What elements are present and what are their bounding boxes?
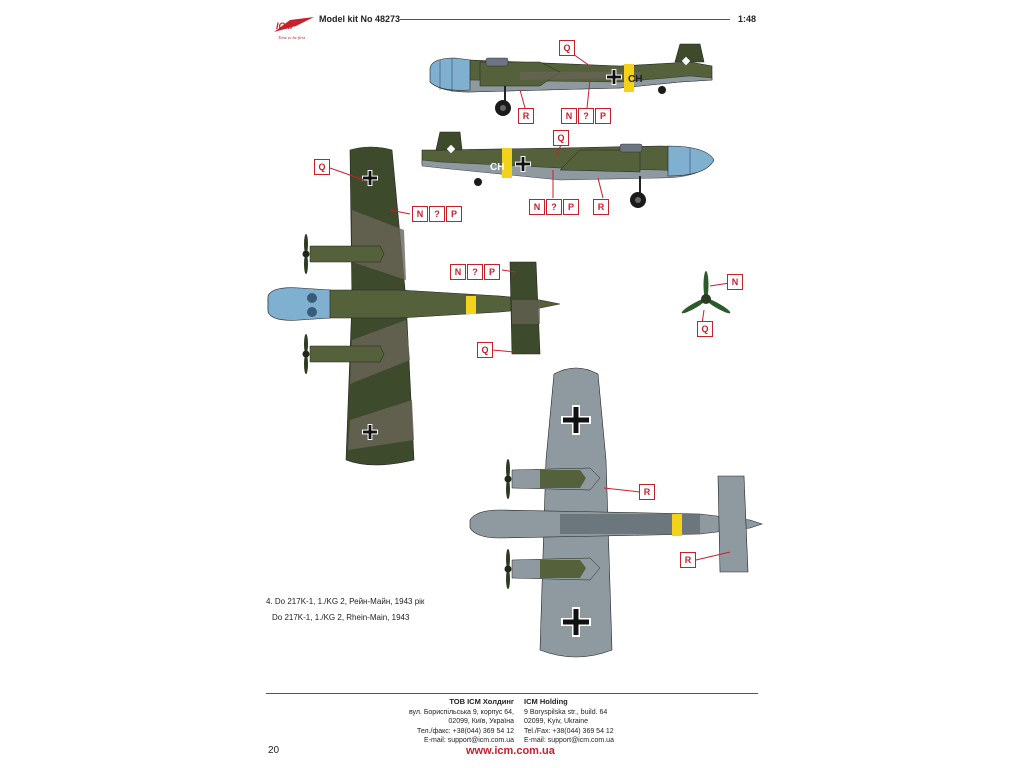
svg-text:ICM: ICM (276, 21, 293, 31)
callout-p: P (595, 108, 611, 124)
callout-n: N (529, 199, 545, 215)
callout-question: ? (467, 264, 483, 280)
callout-q: Q (553, 130, 569, 146)
callout-p: P (484, 264, 500, 280)
callout-n: N (561, 108, 577, 124)
callout-n: N (727, 274, 743, 290)
callout-p: P (446, 206, 462, 222)
kit-number: Model kit No 48273 (319, 14, 401, 24)
callout-r: R (639, 484, 655, 500)
en-address2: 02099, Kyiv, Ukraine (524, 718, 589, 725)
callout-q: Q (697, 321, 713, 337)
ua-email: E-mail: support@icm.com.ua (424, 737, 514, 744)
en-email: E-mail: support@icm.com.ua (524, 737, 614, 744)
ua-phone: Тел./факс: +38(044) 369 54 12 (416, 727, 514, 735)
en-company: ICM Holding (524, 697, 568, 706)
callout-question: ? (578, 108, 594, 124)
callout-q: Q (559, 40, 575, 56)
ua-company: ТОВ ICM Холдинг (449, 697, 514, 706)
svg-text:CH: CH (628, 74, 643, 85)
callout-r: R (593, 199, 609, 215)
callout-n: N (450, 264, 466, 280)
caption-ukrainian: 4. Do 217K-1, 1./KG 2, Рейн-Майн, 1943 рік (266, 597, 425, 606)
svg-text:CH: CH (490, 162, 505, 173)
bottom-view (470, 368, 762, 657)
callout-question: ? (546, 199, 562, 215)
footer-rule (266, 693, 758, 694)
scale-label: 1:48 (738, 14, 757, 24)
footer-address-ua (372, 697, 514, 746)
website-link[interactable]: www.icm.com.ua (466, 745, 555, 757)
svg-text:Time to be first: Time to be first (278, 35, 306, 40)
ua-address2: 02099, Київ, Україна (448, 718, 514, 725)
caption-english: Do 217K-1, 1./KG 2, Rhein-Main, 1943 (272, 613, 410, 622)
callout-q: Q (314, 159, 330, 175)
top-view (268, 147, 560, 465)
footer-address-en (524, 697, 666, 746)
callout-question: ? (429, 206, 445, 222)
callout-q: Q (477, 342, 493, 358)
propeller-detail (681, 271, 732, 315)
ua-address1: вул. Бориспільська 9, корпус 64, (408, 708, 514, 716)
callout-r: R (518, 108, 534, 124)
callout-p: P (563, 199, 579, 215)
en-address1: 9 Boryspilska str., build. 64 (524, 708, 608, 716)
callout-n: N (412, 206, 428, 222)
callout-r: R (680, 552, 696, 568)
page-number: 20 (268, 745, 280, 756)
en-phone: Tel./Fax: +38(044) 369 54 12 (524, 727, 614, 735)
